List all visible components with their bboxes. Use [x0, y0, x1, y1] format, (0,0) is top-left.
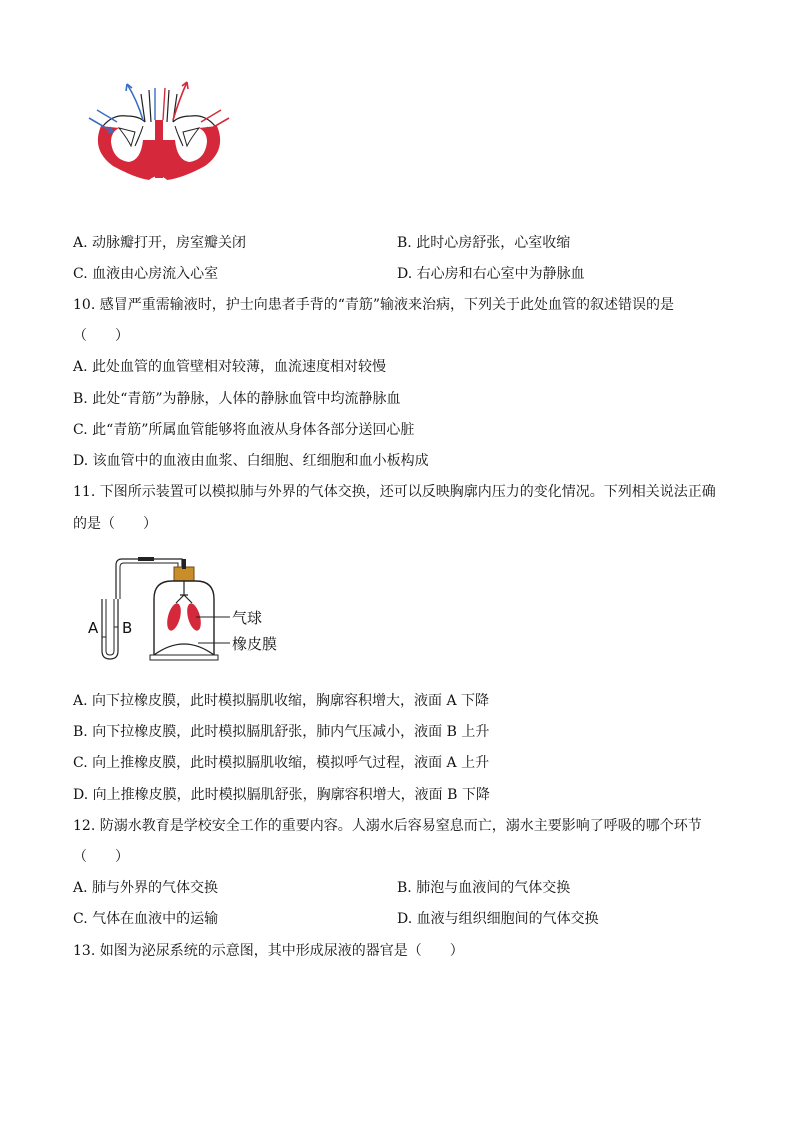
q9-option-d: D. 右心房和右心室中为静脉血: [397, 266, 585, 282]
q12-option-d: D. 血液与组织细胞间的气体交换: [397, 911, 599, 927]
q9-option-a: A. 动脉瓣打开，房室瓣关闭: [73, 235, 247, 251]
q9-option-c: C. 血液由心房流入心室: [73, 266, 219, 282]
q12-answer-blank: （ ）: [73, 849, 129, 865]
q13-stem: 13. 如图为泌尿系统的示意图，其中形成尿液的器官是（ ）: [73, 943, 464, 959]
q11-option-a: A. 向下拉橡皮膜，此时模拟膈肌收缩，胸廓容积增大，液面 A 下降: [73, 693, 490, 709]
q12-stem: 12. 防溺水教育是学校安全工作的重要内容。人溺水后容易窒息而亡，溺水主要影响了呼吸的哪个环节: [73, 818, 702, 834]
label-b: B: [122, 619, 133, 637]
q12-option-b: B. 肺泡与血液间的气体交换: [397, 880, 571, 896]
q10-option-d: D. 该血管中的血液由血浆、白细胞、红细胞和血小板构成: [73, 453, 429, 469]
q11-option-c: C. 向上推橡皮膜，此时模拟膈肌收缩，模拟呼气过程，液面 A 上升: [73, 755, 490, 771]
q10-option-b: B. 此处“青筋”为静脉，人体的静脉血管中均流静脉血: [73, 391, 401, 407]
q12-option-c: C. 气体在血液中的运输: [73, 911, 219, 927]
rubber-membrane: [154, 644, 214, 655]
q10-stem: 10. 感冒严重需输液时，护士向患者手背的“青筋”输液来治病，下列关于此处血管的叙述错误的是: [73, 297, 675, 313]
lung-model-diagram: [86, 553, 292, 665]
q10-option-a: A. 此处血管的血管壁相对较薄，血流速度相对较慢: [73, 359, 387, 375]
label-membrane: 橡皮膜: [232, 635, 278, 653]
heart-diagram: [83, 80, 235, 180]
balloon-left: [165, 602, 184, 632]
q10-answer-blank: （ ）: [73, 328, 129, 344]
label-balloon: 气球: [232, 609, 263, 627]
q11-option-d: D. 向上推橡皮膜，此时模拟膈肌舒张，胸廓容积增大，液面 B 下降: [73, 787, 490, 803]
heart-valves-icon: [83, 80, 235, 180]
stopper: [174, 567, 194, 581]
label-a: A: [88, 619, 99, 637]
q10-option-c: C. 此“青筋”所属血管能够将血液从身体各部分送回心脏: [73, 422, 415, 438]
q12-option-a: A. 肺与外界的气体交换: [73, 880, 219, 896]
q11-stem-cont: 的是（ ）: [73, 516, 157, 532]
q11-option-b: B. 向下拉橡皮膜，此时模拟膈肌舒张，肺内气压减小，液面 B 上升: [73, 724, 490, 740]
u-tube: [102, 599, 118, 659]
q9-option-b: B. 此时心房舒张，心室收缩: [397, 235, 571, 251]
q11-stem: 11. 下图所示装置可以模拟肺与外界的气体交换，还可以反映胸廓内压力的变化情况。下列相关说法正确: [73, 484, 716, 500]
